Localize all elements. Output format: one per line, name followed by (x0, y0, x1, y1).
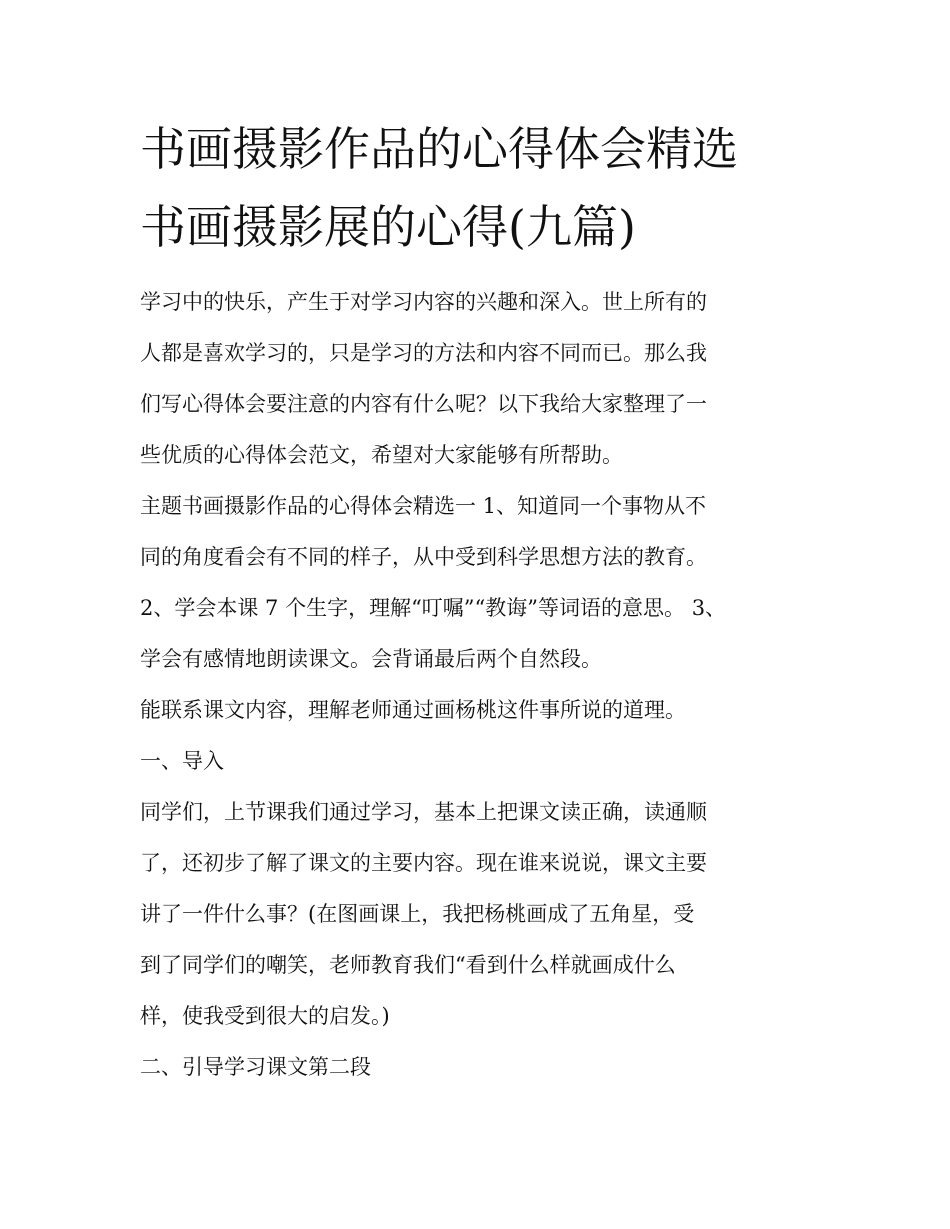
paragraph-line: 样，使我受到很大的启发。) (140, 1004, 390, 1028)
paragraph-line: 们写心得体会要注意的内容有什么呢？以下我给大家整理了一 (140, 392, 707, 416)
paragraph-line: 学习中的快乐，产生于对学习内容的兴趣和深入。世上所有的 (140, 290, 707, 314)
title-line-2: 书画摄影展的心得(九篇) (140, 200, 636, 254)
paragraph-line: 2、学会本课 7 个生字，理解“叮嘱”“教诲”等词语的意思。 3、 (140, 596, 727, 620)
section-heading: 一、导入 (140, 749, 224, 773)
paragraph-line: 到了同学们的嘲笑，老师教育我们“看到什么样就画成什么 (140, 953, 676, 977)
paragraph-line: 讲了一件什么事？(在图画课上，我把杨桃画成了五角星，受 (140, 902, 695, 926)
paragraph-line: 同学们，上节课我们通过学习，基本上把课文读正确，读通顺 (140, 800, 707, 824)
document-body (140, 277, 830, 1093)
paragraph-line: 了，还初步了解了课文的主要内容。现在谁来说说，课文主要 (140, 851, 707, 875)
paragraph-line: 同的角度看会有不同的样子，从中受到科学思想方法的教育。 (140, 545, 707, 569)
title-line-1: 书画摄影作品的心得体会精选 (140, 122, 738, 176)
paragraph-line: 主题书画摄影作品的心得体会精选一 1、知道同一个事物从不 (140, 494, 707, 518)
section-heading: 二、引导学习课文第二段 (140, 1055, 371, 1079)
paragraph-line: 些优质的心得体会范文，希望对大家能够有所帮助。 (140, 443, 623, 467)
paragraph-line: 学会有感情地朗读课文。会背诵最后两个自然段。 (140, 647, 602, 671)
document-title (140, 110, 820, 266)
paragraph-line: 能联系课文内容，理解老师通过画杨桃这件事所说的道理。 (140, 698, 686, 722)
paragraph-line: 人都是喜欢学习的，只是学习的方法和内容不同而已。那么我 (140, 341, 707, 365)
